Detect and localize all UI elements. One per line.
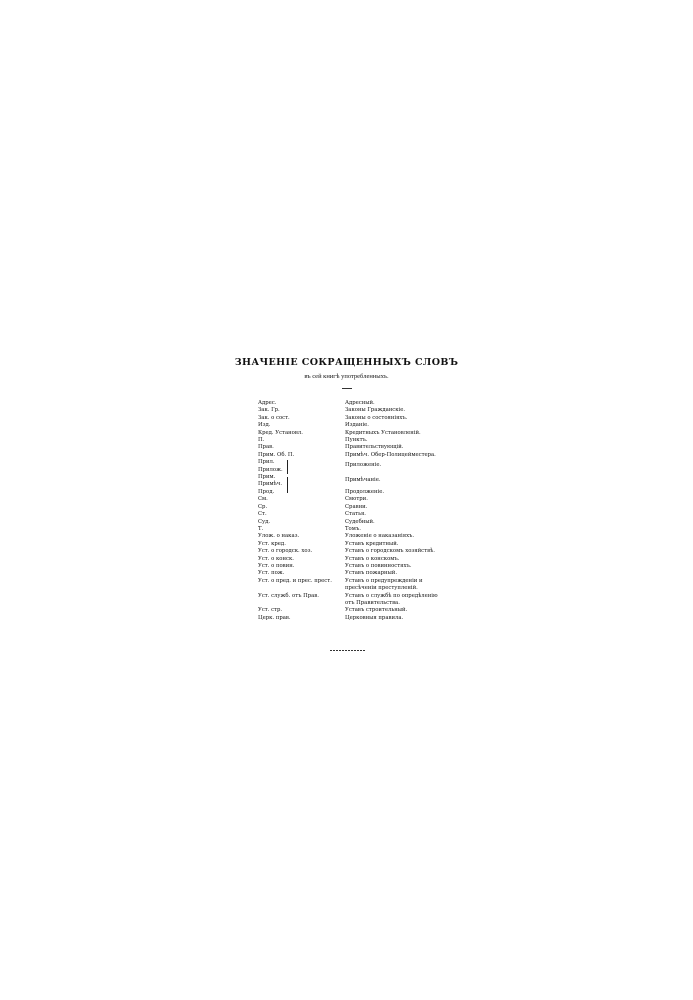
table-row <box>258 526 438 533</box>
table-row <box>258 437 438 444</box>
table-row <box>258 541 438 548</box>
abbr-cell: Изд. <box>258 422 271 429</box>
abbreviation-table <box>258 400 438 622</box>
table-row <box>258 407 438 414</box>
abbr-cell: Зак. Гр. <box>258 407 280 414</box>
abbr-cell: Прим. Об. П. <box>258 451 295 458</box>
abbr-cell: Уст. о конск. <box>258 555 294 562</box>
meaning-cell: Приложеніе. <box>345 462 382 469</box>
meaning-cell: Законы Гражданскіе. <box>345 407 406 414</box>
meaning-cell: Изданіе. <box>345 422 369 429</box>
abbr-cell: Прилож. <box>258 466 283 473</box>
meaning-cell: Статья. <box>345 511 366 518</box>
table-row <box>258 452 438 459</box>
table-row <box>258 459 438 469</box>
table-row <box>258 607 438 614</box>
abbr-cell: Прил. <box>258 459 275 466</box>
bracket-mark <box>287 477 288 493</box>
end-rule <box>330 650 365 651</box>
meaning-cell: Судебный. <box>345 518 375 525</box>
abbr-cell: Уст. пож. <box>258 570 285 577</box>
abbr-cell: Уст. о городск. хоз. <box>258 548 313 555</box>
meaning-cell: Уставъ о предупрежденіи и пресѣченіи преступленій. <box>345 577 423 592</box>
abbr-cell: Кред. Установл. <box>258 429 303 436</box>
meaning-cell: Примѣч. Обер-Полицейместера. <box>345 451 436 458</box>
meaning-cell: Уставъ о городскомъ хозяйствѣ. <box>345 548 435 555</box>
bracket-mark <box>287 460 288 474</box>
abbr-cell: Зак. о сост. <box>258 414 290 421</box>
abbr-cell: П. <box>258 437 265 444</box>
table-row <box>258 496 438 503</box>
table-row <box>258 430 438 437</box>
meaning-cell: Законы о состояніяхъ. <box>345 414 408 421</box>
table-row <box>258 533 438 540</box>
title-rule <box>342 388 352 389</box>
abbr-cell: Уст. служб. отъ Прав. <box>258 592 319 599</box>
table-row <box>258 511 438 518</box>
table-row <box>258 615 438 622</box>
abbr-cell: Уст. стр. <box>258 607 283 614</box>
abbr-cell: Адрес. <box>258 400 277 406</box>
abbr-cell: Прим. <box>258 474 276 481</box>
abbr-cell: Уст. о повин. <box>258 562 295 569</box>
abbr-cell: Уст. кред. <box>258 540 286 547</box>
abbr-cell: Суд. <box>258 518 271 525</box>
table-row <box>258 444 438 451</box>
meaning-cell: Правительствующій. <box>345 444 404 451</box>
meaning-cell: Церковныя правила. <box>345 614 404 621</box>
table-row <box>258 548 438 555</box>
meaning-cell: Томъ. <box>345 525 361 532</box>
meaning-cell: Адресный. <box>345 400 375 406</box>
abbr-cell: Церк. прав. <box>258 614 291 621</box>
abbr-cell: Примѣч. <box>258 481 283 488</box>
abbr-cell: Ср. <box>258 503 268 510</box>
meaning-cell: Уложеніе о наказаніяхъ. <box>345 533 415 540</box>
table-row <box>258 593 438 608</box>
abbr-cell: Уст. о пред. и прес. прест. <box>258 577 332 584</box>
table-row <box>258 422 438 429</box>
abbr-cell: Улож. о наказ. <box>258 533 300 540</box>
meaning-cell: Примѣчаніе. <box>345 477 381 484</box>
table-row <box>258 519 438 526</box>
meaning-cell: Уставъ кредитный. <box>345 540 399 547</box>
abbr-cell: Т. <box>258 525 264 532</box>
meaning-cell: Смотри. <box>345 496 368 503</box>
page-subtitle: въ сей книгѣ употребленныхъ. <box>304 373 389 380</box>
table-row <box>258 570 438 577</box>
meaning-cell: Кредитныхъ Установленій. <box>345 429 421 436</box>
table-row <box>258 415 438 422</box>
meaning-cell: Уставъ о повинностяхъ. <box>345 562 412 569</box>
abbr-cell: Прод. <box>258 488 275 495</box>
page-title: ЗНАЧЕНІЕ СОКРАЩЕННЫХЪ СЛОВЪ <box>234 357 459 368</box>
meaning-cell: Уставъ о службѣ по опредѣленію отъ Правительства. <box>345 592 438 606</box>
abbr-cell: Ст. <box>258 511 267 518</box>
meaning-cell: Пунктъ. <box>345 437 368 444</box>
abbr-cell: Прав. <box>258 444 274 451</box>
table-row <box>258 563 438 570</box>
meaning-cell: Уставъ пожарный. <box>345 570 398 577</box>
abbr-cell: См. <box>258 496 268 503</box>
meaning-cell: Продолженіе. <box>345 488 385 495</box>
meaning-cell: Уставъ строительный. <box>345 607 408 614</box>
table-row <box>258 489 438 496</box>
table-row <box>258 556 438 563</box>
table-row <box>258 474 438 484</box>
meaning-cell: Уставъ о конскомъ. <box>345 555 400 562</box>
table-row <box>258 578 438 593</box>
table-row <box>258 504 438 511</box>
table-row <box>258 400 438 407</box>
meaning-cell: Сравни. <box>345 503 368 510</box>
